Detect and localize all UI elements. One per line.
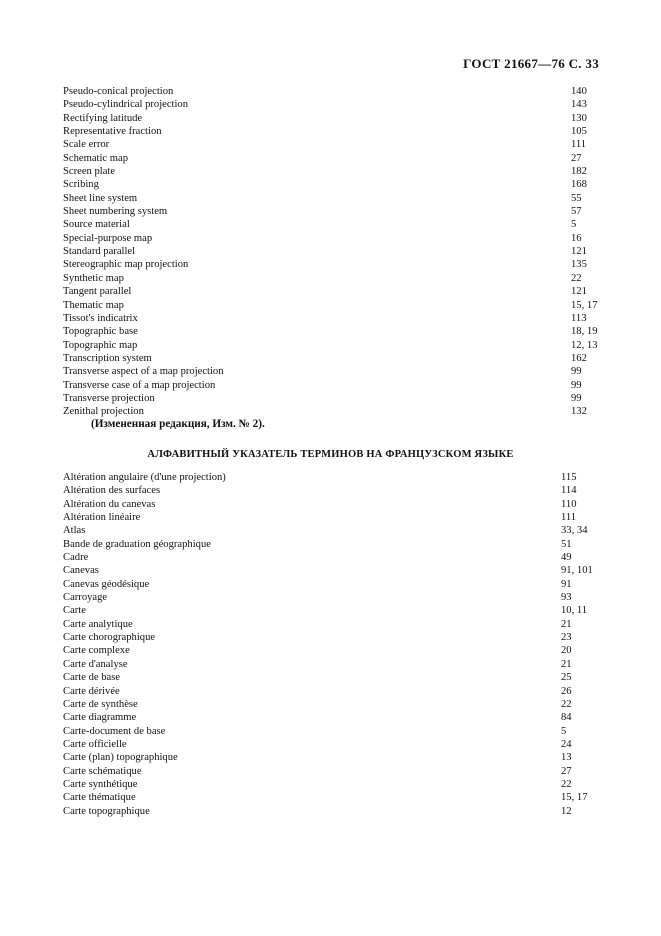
index-entry [63,644,623,657]
index-page-ref: 99 [571,392,582,404]
index-page-ref: 105 [571,126,587,138]
index-term: Representative fraction [63,126,162,138]
index-term: Thematic map [63,299,124,311]
index-page-ref: 5 [571,219,577,231]
index-page-ref: 91, 101 [561,565,593,577]
index-entry [63,511,623,524]
index-term: Carroyage [63,592,108,604]
index-page-ref: 27 [561,765,572,777]
index-entry [63,365,623,378]
index-entry [63,698,623,711]
index-page-ref: 27 [571,152,582,164]
index-term: Carte dérivée [63,685,120,697]
index-entry [63,604,623,617]
index-term: Altération linéaire [63,512,141,524]
index-entry [63,245,623,258]
index-page-ref: 21 [561,618,572,630]
index-page-ref: 111 [561,512,577,524]
index-term: Carte de synthèse [63,698,138,710]
index-page-ref: 115 [561,472,577,483]
index-entry [63,98,623,111]
index-term: Special-purpose map [63,232,153,244]
index-entry [63,471,623,484]
index-term: Pseudo-cylindrical projection [63,99,189,111]
index-page-ref: 16 [571,232,582,244]
index-page-ref: 99 [571,379,582,391]
index-term: Carte (plan) topographique [63,752,178,764]
index-page-ref: 33, 34 [561,525,588,537]
index-page-ref: 143 [571,99,587,111]
index-term: Carte analytique [63,618,133,630]
index-entry [63,538,623,551]
index-term: Transcription system [63,352,152,364]
index-entry [63,551,623,564]
index-entry [63,165,623,178]
index-entry [63,805,623,818]
index-term: Carte d'analyse [63,658,128,670]
index-page-ref: 15, 17 [561,792,588,804]
index-entry [63,405,623,418]
index-term: Scribing [63,179,99,191]
index-page-ref: 55 [571,192,582,204]
index-page-ref: 121 [571,286,587,298]
index-page-ref: 121 [571,246,587,258]
index-entry [63,138,623,151]
index-term: Stereographic map projection [63,259,189,271]
revision-note: (Измененная редакция, Изм. № 2). [91,418,265,430]
index-page-ref: 10, 11 [561,605,588,617]
index-entry [63,725,623,738]
page-header: ГОСТ 21667—76 С. 33 [463,56,599,71]
index-term: Carte diagramme [63,712,137,724]
index-term: Canevas géodésique [63,578,150,590]
index-term: Topographic map [63,339,138,351]
index-term: Carte schématique [63,765,142,777]
index-entry [63,85,623,98]
index-term: Screen plate [63,166,116,178]
index-term: Sheet numbering system [63,206,168,218]
index-page-ref: 182 [571,166,587,178]
index-term: Altération angulaire (d'une projection) [63,472,226,483]
index-page-ref: 113 [571,312,587,324]
index-entry [63,685,623,698]
index-entry [63,272,623,285]
index-term: Carte [63,605,86,617]
index-page-ref: 12, 13 [571,339,598,351]
index-page-ref: 15, 17 [571,299,598,311]
index-entry [63,379,623,392]
index-page-ref: 12 [561,805,572,817]
index-term: Transverse case of a map projection [63,379,216,391]
index-entry [63,591,623,604]
index-entry [63,152,623,165]
index-entry [63,232,623,245]
index-page-ref: 22 [561,698,572,710]
index-term: Source material [63,219,130,231]
index-term: Cadre [63,552,89,564]
index-entry [63,258,623,271]
index-term: Carte complexe [63,645,130,657]
index-entry [63,218,623,231]
index-entry [63,112,623,125]
index-term: Sheet line system [63,192,138,204]
french-index-heading: АЛФАВИТНЫЙ УКАЗАТЕЛЬ ТЕРМИНОВ НА ФРАНЦУЗСКОМ ЯЗЫКЕ [147,449,514,460]
index-page-ref: 22 [571,272,582,284]
index-page-ref: 21 [561,658,572,670]
french-term-index [63,471,623,818]
index-entry [63,564,623,577]
index-page-ref: 18, 19 [571,326,598,338]
index-term: Bande de graduation géographique [63,538,211,550]
index-entry [63,285,623,298]
index-page-ref: 93 [561,592,572,604]
index-page-ref: 140 [571,86,587,97]
index-entry [63,618,623,631]
index-page-ref: 20 [561,645,572,657]
index-term: Carte synthétique [63,778,138,790]
index-page-ref: 51 [561,538,572,550]
index-term: Rectifying latitude [63,112,143,124]
index-entry [63,339,623,352]
index-entry [63,205,623,218]
index-term: Carte thématique [63,792,136,804]
index-term: Carte-document de base [63,725,166,737]
index-entry [63,125,623,138]
index-page-ref: 84 [561,712,572,724]
index-entry [63,192,623,205]
index-term: Tissot's indicatrix [63,312,138,324]
index-term: Tangent parallel [63,286,132,298]
index-term: Atlas [63,525,86,537]
index-entry [63,299,623,312]
index-page-ref: 22 [561,778,572,790]
index-entry [63,751,623,764]
index-entry [63,484,623,497]
index-term: Synthetic map [63,272,124,284]
index-page-ref: 91 [561,578,572,590]
index-entry [63,352,623,365]
index-entry [63,524,623,537]
index-entry [63,498,623,511]
index-term: Altération des surfaces [63,485,161,497]
index-term: Pseudo-conical projection [63,86,174,97]
index-term: Topographic base [63,326,138,338]
index-entry [63,178,623,191]
index-term: Carte topographique [63,805,150,817]
index-entry [63,671,623,684]
index-entry [63,392,623,405]
index-page-ref: 114 [561,485,577,497]
index-page-ref: 57 [571,206,582,218]
index-term: Carte de base [63,672,121,684]
index-page-ref: 168 [571,179,587,191]
english-term-index [63,85,623,419]
index-term: Standard parallel [63,246,136,258]
index-entry [63,631,623,644]
index-entry [63,765,623,778]
index-page-ref: 49 [561,552,572,564]
index-page-ref: 26 [561,685,572,697]
index-term: Altération du canevas [63,498,156,510]
index-page-ref: 132 [571,406,587,418]
index-term: Carte chorographique [63,632,156,644]
index-page-ref: 23 [561,632,572,644]
index-entry [63,325,623,338]
index-page-ref: 5 [561,725,567,737]
index-page-ref: 13 [561,752,572,764]
index-page-ref: 25 [561,672,572,684]
index-term: Carte officielle [63,738,127,750]
index-page-ref: 162 [571,352,587,364]
index-entry [63,778,623,791]
index-page-ref: 111 [571,139,587,151]
index-entry [63,312,623,325]
index-term: Transverse aspect of a map projection [63,366,224,378]
index-entry [63,578,623,591]
index-page-ref: 135 [571,259,587,271]
index-entry [63,738,623,751]
index-page-ref: 130 [571,112,587,124]
index-page-ref: 99 [571,366,582,378]
index-term: Zenithal projection [63,406,144,418]
index-entry [63,711,623,724]
index-term: Canevas [63,565,99,577]
index-term: Schematic map [63,152,129,164]
index-term: Scale error [63,139,110,151]
index-entry [63,658,623,671]
index-page-ref: 24 [561,738,572,750]
index-term: Transverse projection [63,392,155,404]
index-entry [63,791,623,804]
index-page-ref: 110 [561,498,577,510]
